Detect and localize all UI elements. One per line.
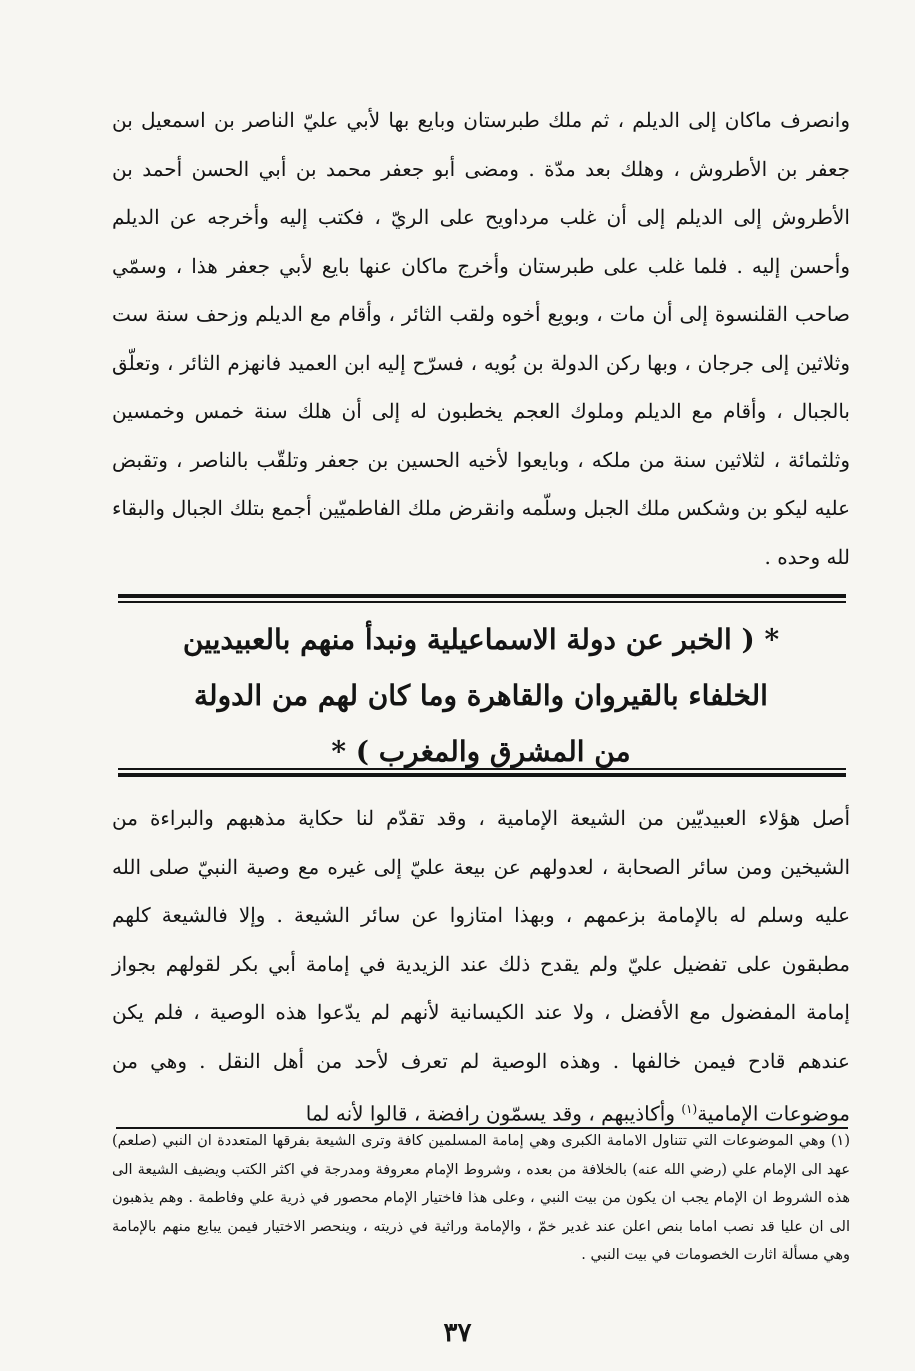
heading-bottom-rule	[118, 768, 846, 777]
main-paragraph-text: أصل هؤلاء العبيديّين من الشيعة الإمامية ، وقد تقدّم لنا حكاية مذهبهم والبراءة من الشيخين ومن سائر الصحابة ، لعدولهم عن بيعة عليّ إلى غيره مع وصية النبيّ صلى الله عليه وسلم له بالإمامة بزعمهم ، وبهذا امتازوا عن سائر الشيعة . وإلا فالشيعة كلهم مطبقون على تفضيل عليّ ولم يقدح ذلك عند الزيدية في إمامة أبي بكر لقولهم بجواز إمامة المفضول مع الأفضل ، ولا عند الكيسانية لأنهم لم يدّعوا هذه الوصية ، فلم يكن عندهم قادح فيمن خالفها . وهذه الوصية لم تعرف لأحد من أهل النقل . وهي من موضوعات الإمامية	[112, 806, 850, 1126]
main-paragraph	[112, 794, 850, 1138]
thick-rule	[118, 773, 846, 777]
thin-rule	[118, 768, 846, 770]
heading-line-1: * ( الخبر عن دولة الاسماعيلية ونبدأ منهم بالعبيديين	[182, 623, 780, 656]
section-heading	[112, 612, 850, 780]
thin-rule	[118, 601, 846, 603]
footnote-reference: (١)	[681, 1102, 698, 1116]
footnote: (١) وهي الموضوعات التي تتناول الامامة الكبرى وهي إمامة المسلمين كافة وترى الشيعة بفرقها المتعددة ان النبي (صلعم) عهد الى الإمام علي (رضي الله عنه) بالخلافة من بعده ، وشروط الإمام معروفة ومدرجة في اكثر الكتب ويضيف الشيعة الى هذه الشروط ان الإمام يجب ان يكون من بيت النبي ، وعلى هذا فاختيار الإمام محصور في ذرية علي وفاطمة . وهم يذهبون الى ان عليا قد نصب اماما بنص اعلن عند غدير خمّ ، والإمامة وراثية في ذريته ، وينحصر الاختيار فيمن يبايع منهم بالإمامة وهي مسألة اثارت الخصومات في بيت النبي .	[112, 1133, 850, 1264]
main-paragraph-text-after: وأكاذيبهم ، وقد يسمّون رافضة ، قالوا لأنه لما	[305, 1101, 682, 1126]
top-paragraph: وانصرف ماكان إلى الديلم ، ثم ملك طبرستان وبايع بها لأبي عليّ الناصر بن اسمعيل بن جعفر بن الأطروش ، وهلك بعد مدّة . ومضى أبو جعفر محمد بن أبي الحسن أحمد بن الأطروش إلى الديلم إلى أن غلب مرداويح على الريّ ، فكتب إليه وأخرجه عن الديلم وأحسن إليه . فلما غلب على طبرستان وأخرج ماكان عنها بايع لأبي جعفر هذا ، وسمّي صاحب القلنسوة إلى أن مات ، وبويع أخوه ولقب الثائر ، وأقام مع الديلم وزحف سنة ست وثلاثين إلى جرجان ، وبها ركن الدولة بن بُويه ، فسرّح إليه ابن العميد فانهزم الثائر ، وتعلّق بالجبال ، وأقام مع الديلم وملوك العجم يخطبون له إلى أن هلك سنة خمس وخمسين وثلثمائة ، لثلاثين سنة من ملكه ، وبايعوا لأخيه الحسين بن جعفر وتلقّب بالناصر ، وتقبض عليه ليكو بن وشكس ملك الجبل وسلّمه وانقرض ملك الفاطميّين أجمع بتلك الجبال والبقاء لله وحده .	[112, 108, 850, 569]
heading-line-3: من المشرق والمغرب ) *	[331, 735, 631, 768]
heading-top-rule	[118, 594, 846, 603]
thick-rule	[118, 594, 846, 598]
heading-line-2: الخلفاء بالقيروان والقاهرة وما كان لهم من الدولة	[194, 679, 768, 712]
page-number: ٣٧	[443, 1318, 472, 1348]
